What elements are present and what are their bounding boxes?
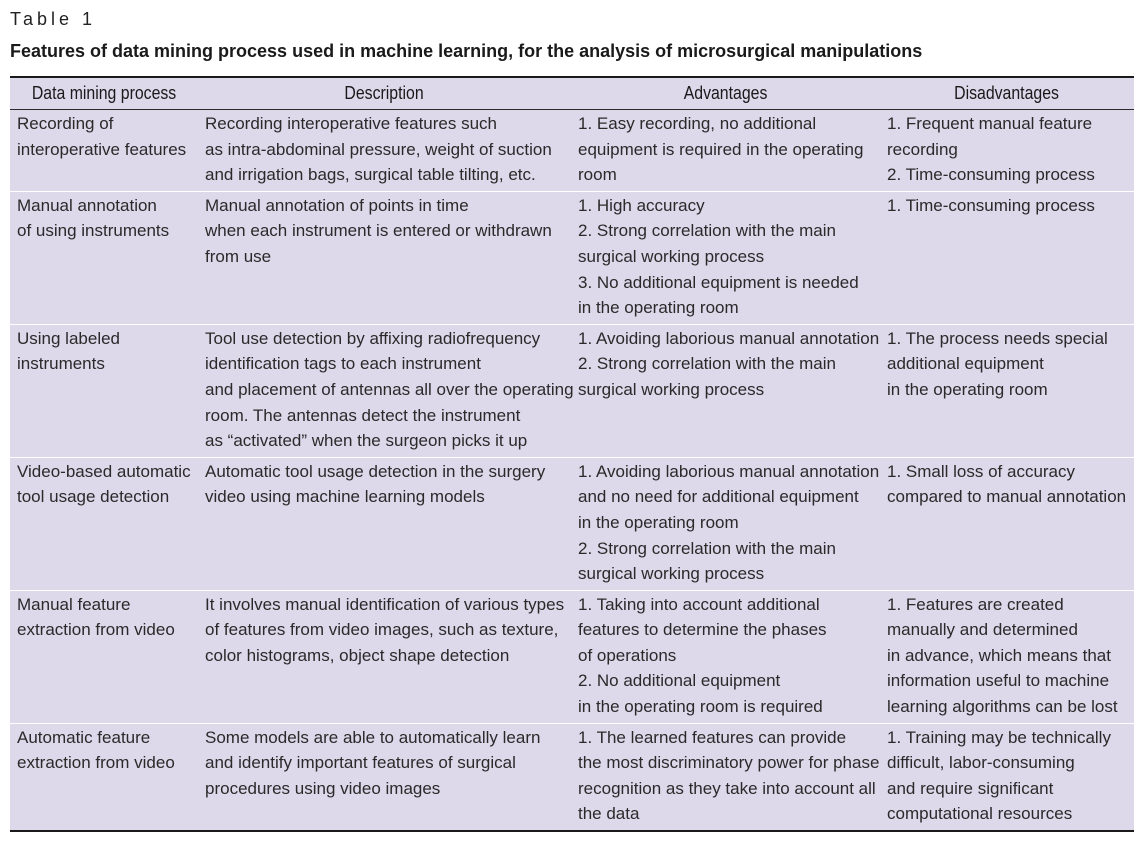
cell-line: extraction from video — [17, 620, 175, 640]
column-header-description: Description — [198, 77, 571, 110]
cell-line: 1. Easy recording, no additional — [578, 114, 817, 133]
cell-line: recording — [887, 139, 958, 159]
column-header-disadvantages: Disadvantages — [880, 77, 1134, 110]
cell-line: surgical working process — [578, 379, 765, 399]
table-row — [10, 324, 1134, 457]
cell-process — [10, 324, 198, 457]
cell-line: 1. Training may be technically — [887, 727, 1111, 747]
cell-line: tool usage detection — [17, 487, 170, 507]
cell-line: instruments — [17, 354, 105, 374]
cell-advantages — [571, 457, 880, 590]
table-body — [10, 110, 1134, 832]
cell-line: Manual feature — [17, 594, 131, 614]
cell-line: information useful to machine — [887, 671, 1110, 691]
cell-disadvantages — [880, 723, 1134, 831]
cell-line: Some models are able to automatically learn — [205, 727, 541, 747]
cell-line: Tool use detection by affixing radiofrequency — [205, 328, 541, 348]
cell-line: surgical working process — [578, 246, 765, 266]
cell-line: difficult, labor-consuming — [887, 753, 1075, 773]
cell-line: procedures using video images — [205, 778, 441, 798]
cell-description — [198, 457, 571, 590]
cell-line: 2. Strong correlation with the main — [578, 221, 836, 241]
cell-line: Manual annotation of points in time — [205, 195, 469, 215]
cell-line: computational resources — [887, 804, 1073, 824]
cell-line: and identify important features of surgical — [205, 753, 516, 773]
cell-advantages — [571, 324, 880, 457]
cell-disadvantages — [880, 457, 1134, 590]
cell-line: 1. Taking into account additional — [578, 594, 820, 614]
cell-description — [198, 590, 571, 723]
cell-line: surgical working process — [578, 564, 765, 584]
cell-advantages — [571, 590, 880, 723]
cell-line: video using machine learning models — [205, 487, 485, 507]
cell-line: as “activated” when the surgeon picks it up — [205, 431, 528, 451]
cell-process — [10, 590, 198, 723]
cell-line: learning algorithms can be lost — [887, 697, 1118, 717]
cell-line: identification tags to each instrument — [205, 354, 481, 374]
cell-line: 2. Strong correlation with the main — [578, 538, 836, 558]
cell-line: Automatic tool usage detection in the surgery — [205, 461, 546, 481]
cell-line: in the operating room is required — [578, 697, 823, 717]
table-row — [10, 110, 1134, 192]
cell-line: Video-based automatic — [17, 461, 191, 481]
table-header-row — [10, 77, 1134, 110]
cell-line: of using instruments — [17, 221, 170, 241]
cell-advantages — [571, 110, 880, 192]
table-title: Features of data mining process used in machine learning, for the analysis of microsurgical manipulations — [10, 41, 923, 61]
cell-line: additional equipment — [887, 354, 1044, 374]
cell-line: room — [578, 165, 617, 185]
cell-line: 1. Avoiding laborious manual annotation — [578, 328, 880, 348]
cell-advantages — [571, 191, 880, 324]
table-row — [10, 723, 1134, 831]
cell-line: the data — [578, 804, 640, 824]
cell-line: in the operating room — [887, 379, 1048, 399]
cell-process — [10, 723, 198, 831]
cell-disadvantages — [880, 191, 1134, 324]
cell-disadvantages — [880, 590, 1134, 723]
cell-line: 3. No additional equipment is needed — [578, 272, 859, 292]
cell-line: in the operating room — [578, 298, 739, 318]
table-row — [10, 191, 1134, 324]
cell-line: 1. The process needs special — [887, 328, 1108, 348]
cell-description — [198, 723, 571, 831]
cell-line: 2. No additional equipment — [578, 671, 781, 691]
cell-line: It involves manual identification of various types — [205, 594, 565, 614]
table-label: Table 1 — [10, 9, 97, 29]
cell-line: 1. Time-consuming process — [887, 195, 1095, 215]
column-header-advantages: Advantages — [571, 77, 880, 110]
cell-line: features to determine the phases — [578, 620, 827, 640]
cell-line: in the operating room — [578, 512, 739, 532]
cell-line: Recording of — [17, 114, 114, 133]
cell-process — [10, 457, 198, 590]
cell-disadvantages — [880, 324, 1134, 457]
cell-line: compared to manual annotation — [887, 487, 1127, 507]
cell-process — [10, 110, 198, 192]
column-header-process: Data mining process — [10, 77, 198, 110]
cell-line: when each instrument is entered or withdrawn — [205, 221, 552, 241]
cell-line: Using labeled — [17, 328, 121, 348]
cell-line: 1. Avoiding laborious manual annotation — [578, 461, 880, 481]
cell-line: of features from video images, such as texture, — [205, 620, 559, 640]
cell-line: 2. Time-consuming process — [887, 165, 1095, 185]
cell-line: Automatic feature — [17, 727, 151, 747]
cell-line: 1. Small loss of accuracy — [887, 461, 1076, 481]
cell-process — [10, 191, 198, 324]
cell-disadvantages — [880, 110, 1134, 192]
cell-description — [198, 110, 571, 192]
cell-description — [198, 324, 574, 457]
cell-description — [198, 191, 571, 324]
cell-line: 1. High accuracy — [578, 195, 705, 215]
cell-line: the most discriminatory power for phase — [578, 753, 880, 773]
cell-line: 1. Frequent manual feature — [887, 114, 1093, 133]
cell-line: and no need for additional equipment — [578, 487, 859, 507]
cell-line: of operations — [578, 645, 677, 665]
cell-line: and require significant — [887, 778, 1054, 798]
cell-line: Manual annotation — [17, 195, 157, 215]
cell-line: 1. Features are created — [887, 594, 1064, 614]
cell-line: 2. Strong correlation with the main — [578, 354, 836, 374]
table-row — [10, 457, 1134, 590]
cell-line: color histograms, object shape detection — [205, 645, 510, 665]
cell-line: room. The antennas detect the instrument — [205, 405, 521, 425]
cell-line: manually and determined — [887, 620, 1078, 640]
cell-line: Recording interoperative features such — [205, 114, 497, 133]
cell-line: and irrigation bags, surgical table tilting, etc. — [205, 165, 536, 185]
cell-line: as intra-abdominal pressure, weight of suction — [205, 139, 552, 159]
cell-line: interoperative features — [17, 139, 187, 159]
cell-line: and placement of antennas all over the operating — [205, 379, 574, 399]
table-row — [10, 590, 1134, 723]
cell-line: 1. The learned features can provide — [578, 727, 847, 747]
cell-line: extraction from video — [17, 753, 175, 773]
cell-advantages — [571, 723, 880, 831]
data-mining-table — [10, 76, 1134, 832]
cell-line: equipment is required in the operating — [578, 139, 864, 159]
cell-line: recognition as they take into account all — [578, 778, 876, 798]
cell-line: in advance, which means that — [887, 645, 1111, 665]
cell-line: from use — [205, 246, 272, 266]
